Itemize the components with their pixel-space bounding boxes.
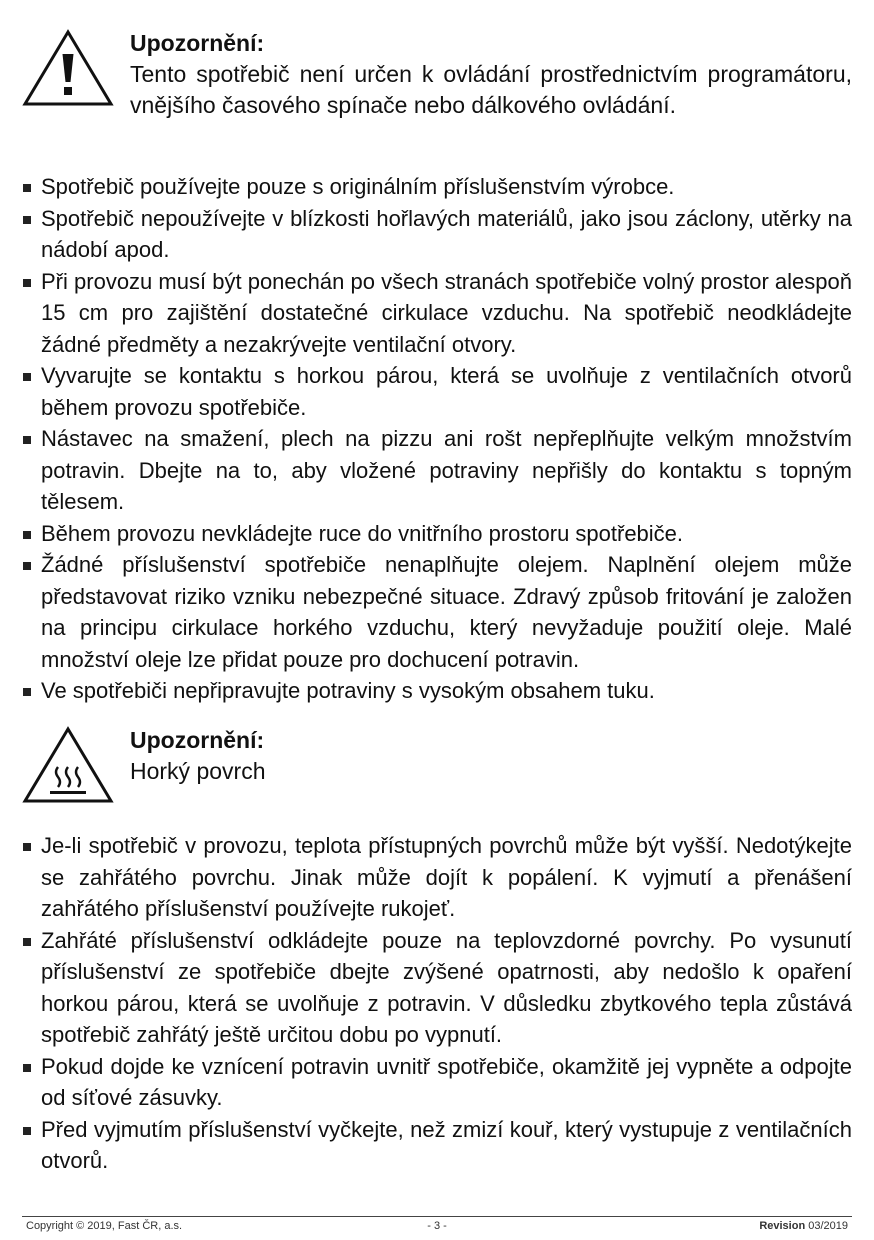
revision-label: Revision <box>759 1220 806 1232</box>
warning-body: Tento spotřebič není určen k ovládání prostřednictvím programátoru, vnějšího časového spínače nebo dálkového ovládání. <box>130 61 852 118</box>
footer-divider <box>22 1216 852 1217</box>
list-item: Při provozu musí být ponechán po všech stranách spotřebiče volný prostor alespoň 15 cm pro zajištění dostatečné cirkulace vzduchu. Na spotřebič neodkládejte žádné předměty a nezakrývejte ventilační otvory. <box>22 266 852 361</box>
list-item: Zahřáté příslušenství odkládejte pouze na teplovzdorné povrchy. Po vysunutí příslušenství ze spotřebiče dbejte zvýšené opatrnosti, aby nedošlo k opaření horkou párou, která se uvolňuje z potravin. V důsledku zbytkového tepla zůstává spotřebič zahřátý ještě určitou dobu po vypnutí. <box>22 925 852 1051</box>
list-item: Pokud dojde ke vznícení potravin uvnitř spotřebiče, okamžitě jej vypněte a odpojte od síťové zásuvky. <box>22 1051 852 1114</box>
hot-surface-icon <box>22 725 114 805</box>
list-item: Nástavec na smažení, plech na pizzu ani rošt nepřeplňujte velkým množstvím potravin. Dbejte na to, aby vložené potraviny nepřišly do kontaktu s topným tělesem. <box>22 423 852 518</box>
footer-page-number: - 3 - <box>427 1220 447 1232</box>
footer-copyright: Copyright © 2019, Fast ČR, a.s. <box>26 1220 183 1232</box>
list-item: Je-li spotřebič v provozu, teplota přístupných povrchů může být vyšší. Nedotýkejte se zahřátého povrchu. Jinak může dojít k popálení. K vyjmutí a přenášení zahřátého příslušenství používejte rukojeť. <box>22 830 852 925</box>
list-item: Žádné příslušenství spotřebiče nenaplňujte olejem. Naplnění olejem může představovat riziko vzniku nebezpečné situace. Zdravý způsob fritování je založen na principu cirkulace horkého vzduchu, který nevyžaduje použití oleje. Malé množství oleje lze přidat pouze pro dochucení potravin. <box>22 549 852 675</box>
warning-text <box>130 28 852 121</box>
list-item: Během provozu nevkládejte ruce do vnitřního prostoru spotřebiče. <box>22 518 852 550</box>
list-item: Spotřebič používejte pouze s originálním příslušenstvím výrobce. <box>22 171 852 203</box>
list-item: Spotřebič nepoužívejte v blízkosti hořlavých materiálů, jako jsou záclony, utěrky na nádobí apod. <box>22 203 852 266</box>
warning-body: Horký povrch <box>130 758 266 784</box>
list-item: Před vyjmutím příslušenství vyčkejte, než zmizí kouř, který vystupuje z ventilačních otvorů. <box>22 1114 852 1177</box>
warning-triangle-icon <box>22 28 114 108</box>
warning-title: Upozornění: <box>130 30 265 56</box>
warning-title: Upozornění: <box>130 727 265 753</box>
revision-value: 03/2019 <box>808 1220 848 1232</box>
list-item: Ve spotřebiči nepřipravujte potraviny s vysokým obsahem tuku. <box>22 675 852 707</box>
safety-list-hot-surface <box>22 830 852 1177</box>
safety-list-general <box>22 171 852 707</box>
list-item: Vyvarujte se kontaktu s horkou párou, která se uvolňuje z ventilačních otvorů během provozu spotřebiče. <box>22 360 852 423</box>
footer-revision <box>759 1220 848 1232</box>
warning-text <box>130 725 852 787</box>
